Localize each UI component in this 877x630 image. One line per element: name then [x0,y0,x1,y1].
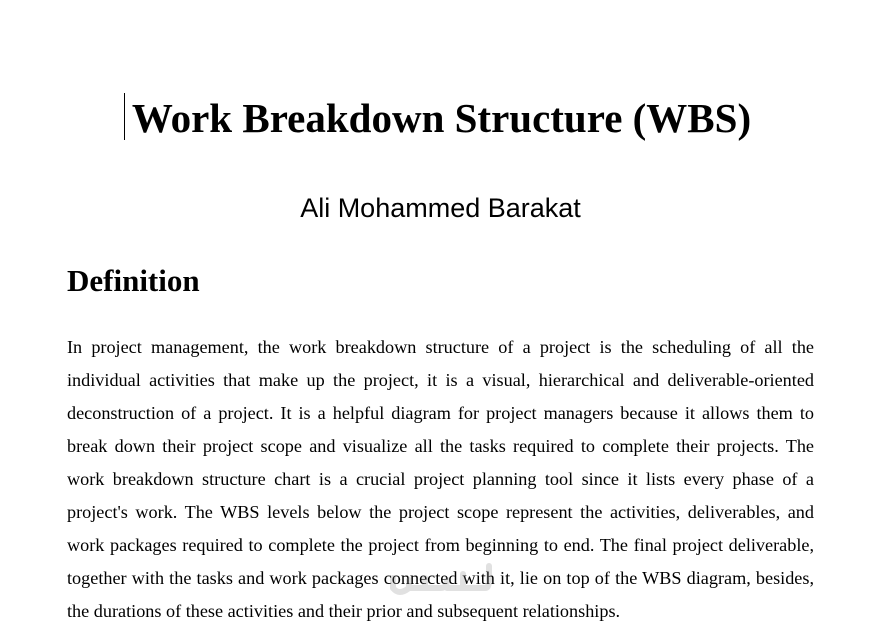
section-heading-definition: Definition [67,263,200,298]
document-author: Ali Mohammed Barakat [300,193,581,223]
definition-paragraph: In project management, the work breakdown structure of a project is the scheduling of all the individual activities that make up the project, it is a visual, hierarchical and deliverable-oriented deconstruction of a project. It is a helpful diagram for project managers because it allows them to break down their project scope and visualize all the tasks required to complete their projects. The work breakdown structure chart is a crucial project planning tool since it lists every phase of a project's work. The WBS levels below the project scope represent the activities, deliverables, and work packages required to complete the project from beginning to end. The final project deliverable, together with the tasks and work packages connected with it, lie on top of the WBS diagram, besides, the durations of these activities and their prior and subsequent relationships. [67,337,814,621]
document-title: Work Breakdown Structure (WBS) [131,95,752,141]
